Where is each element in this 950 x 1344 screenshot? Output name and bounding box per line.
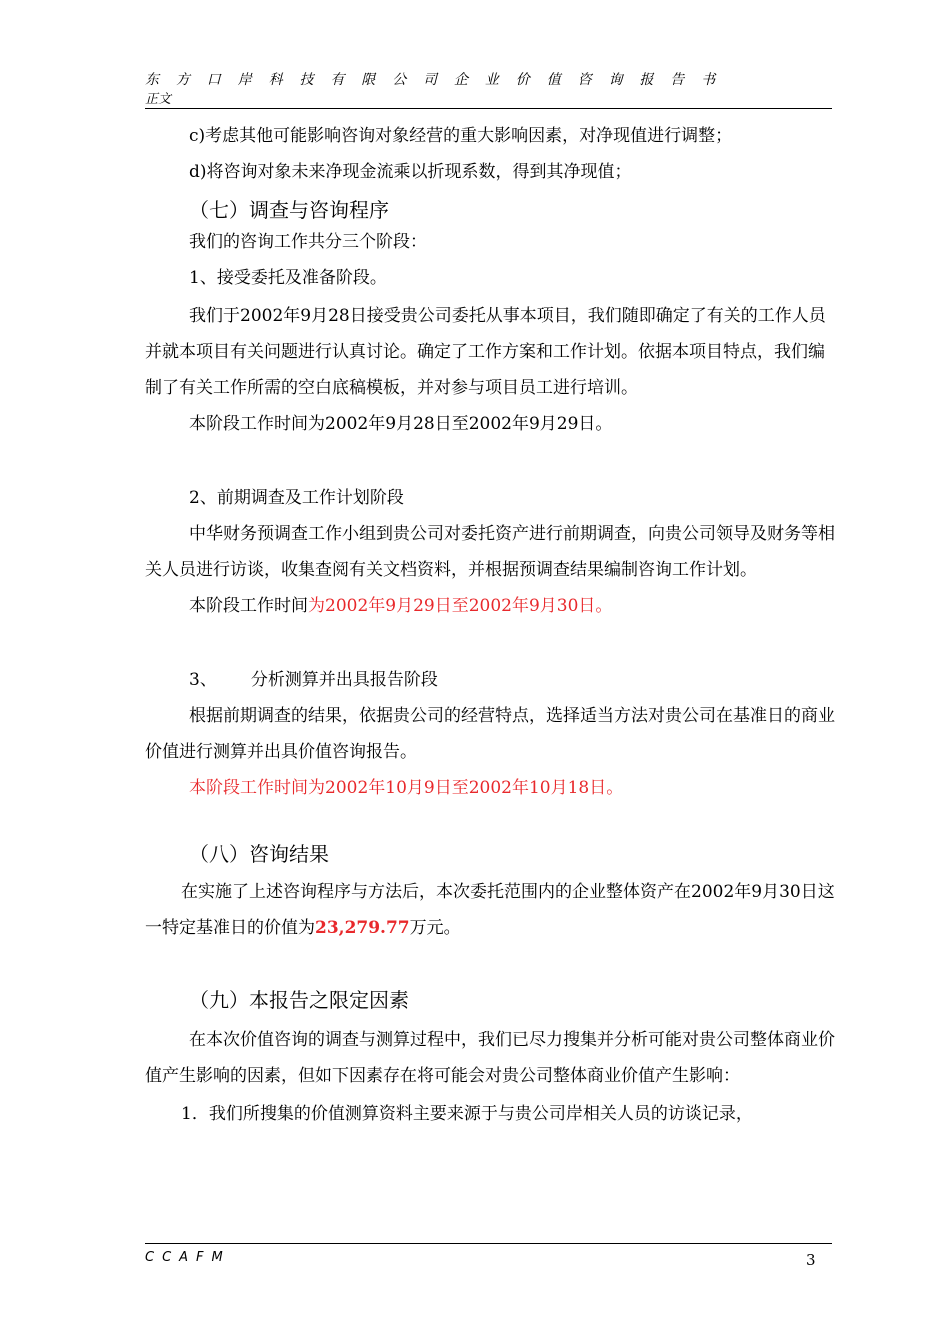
stage1-time: 本阶段工作时间为2002年9月28日至2002年9月29日。 (189, 414, 613, 434)
section7-heading: （七）调查与咨询程序 (189, 198, 389, 222)
section8-body (145, 874, 835, 946)
stage1-title: 1、接受委托及准备阶段。 (189, 268, 387, 288)
header-divider (145, 108, 832, 109)
stage3-time: 本阶段工作时间为2002年10月9日至2002年10月18日。 (189, 778, 624, 798)
footer-divider (145, 1243, 832, 1244)
paragraph-d: d)将咨询对象未来净现金流乘以折现系数，得到其净现值； (189, 162, 632, 182)
section9-item1: 1．我们所搜集的价值测算资料主要来源于与贵公司岸相关人员的访谈记录， (181, 1104, 753, 1124)
page-number: 3 (806, 1251, 816, 1269)
header-title: 东方口岸科技有限公司企业价值咨询报告书 (145, 72, 733, 88)
section9-body: 在本次价值咨询的调查与测算过程中，我们已尽力搜集并分析可能对贵公司整体商业价值产生影响的因素，但如下因素存在将可能会对贵公司整体商业价值产生影响： (145, 1030, 835, 1086)
stage3-title-line (145, 662, 835, 698)
section7-intro: 我们的咨询工作共分三个阶段： (189, 232, 427, 252)
header-subtitle: 正文 (145, 92, 172, 107)
stage3-title: 分析测算并出具报告阶段 (250, 670, 438, 690)
document-body (145, 118, 835, 1132)
stage3-body: 根据前期调查的结果，依据贵公司的经营特点，选择适当方法对贵公司在基准日的商业价值进行测算并出具价值咨询报告。 (145, 706, 835, 762)
stage2-time (145, 588, 835, 624)
stage2-body: 中华财务预调查工作小组到贵公司对委托资产进行前期调查，向贵公司领导及财务等相关人员进行访谈，收集查阅有关文档资料，并根据预调查结果编制咨询工作计划。 (145, 524, 835, 580)
section8-text: 在实施了上述咨询程序与方法后，本次委托范围内的企业整体资产在2002年9月30日这一特定基准日的价值为 (145, 882, 835, 938)
footer-label: CCAFM (145, 1250, 231, 1265)
stage3-number: 3、 (189, 670, 217, 690)
stage2-time-prefix: 本阶段工作时间 (189, 596, 308, 616)
stage2-title: 2、前期调查及工作计划阶段 (189, 488, 404, 508)
stage1-body: 我们于2002年9月28日接受贵公司委托从事本项目，我们随即确定了有关的工作人员并就本项目有关问题进行认真讨论。确定了工作方案和工作计划。依据本项目特点，我们编制了有关工作所需的空白底稿模板，并对参与项目员工进行培训。 (145, 306, 826, 398)
paragraph-c: c)考虑其他可能影响咨询对象经营的重大影响因素，对净现值进行调整； (189, 126, 733, 146)
valuation-amount: 23,279.77 (315, 918, 410, 938)
section9-heading: （九）本报告之限定因素 (189, 988, 409, 1012)
section8-unit: 万元。 (409, 918, 461, 938)
stage2-time-range: 为2002年9月29日至2002年9月30日。 (308, 596, 613, 616)
section8-heading: （八）咨询结果 (189, 842, 329, 866)
page-header (145, 70, 832, 110)
